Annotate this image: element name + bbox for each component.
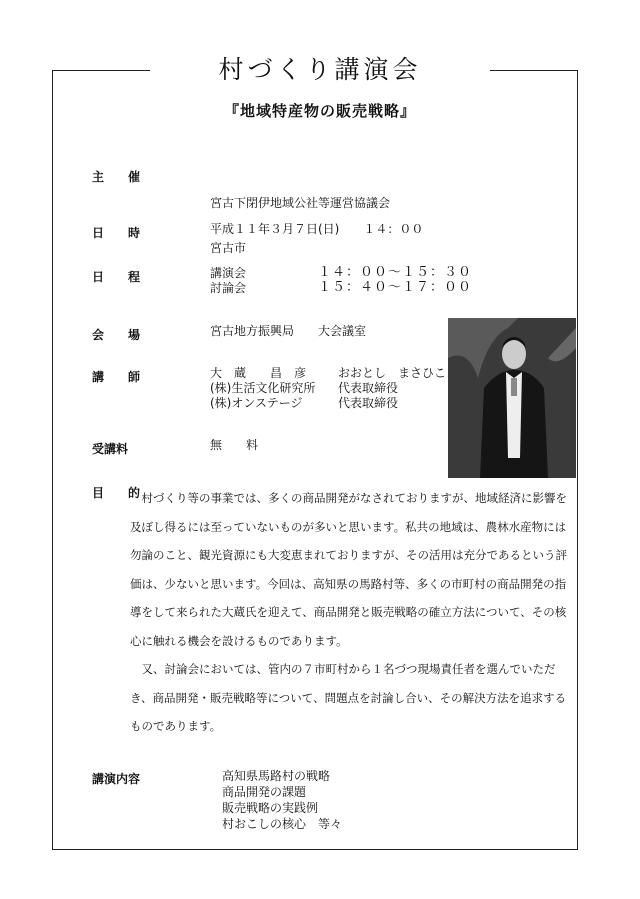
topics-label: 講演内容 (92, 772, 141, 786)
page-title: 村づくり講演会 (150, 50, 490, 90)
topic-item: 村おこしの核心 等々 (222, 817, 343, 831)
purpose-paragraph: 村づくり等の事業では、多くの商品開発がなされておりますが、地域経済に影響を及ぼし得るには至っていないものが多いと思います。私共の地域は、農林水産物には勿論のこと、観光資源にも大変恵まれておりますが、その活用は充分であるという評価は、少ないと思います。今回は、高知県の馬路村等、多くの市町村の商品開発の指導をして来られた大蔵氏を迎えて、商品開発と販売戦略の確立方法について、その核心に触れる機会を設けるものであります。 (130, 491, 567, 648)
subtitle: 『地域特産物の販売戦略』 (223, 102, 416, 120)
schedule-item-name: 講演会 (210, 266, 247, 280)
topic-item: 高知県馬路村の戦略 (222, 769, 331, 783)
datetime-label: 日 時 (92, 226, 141, 240)
lecturer-org: (株)生活文化研究所 (210, 381, 316, 395)
topic-item: 商品開発の課題 (222, 785, 307, 799)
schedule-label: 日 程 (92, 270, 141, 284)
lecturer-name: 大 蔵 昌 彦 (210, 366, 307, 380)
sponsor-label: 主 催 (92, 170, 141, 184)
venue-value: 宮古地方振興局 大会議室 (210, 324, 367, 338)
lecturer-reading: おおとし まさひこ (338, 366, 447, 380)
sponsor-line: 宮古下閉伊地域公社等運営協議会 (210, 196, 391, 210)
lecturer-photo (448, 318, 576, 478)
venue-label: 会 場 (92, 328, 141, 342)
datetime-value: 平成１１年３月７日(日) １４：００ (210, 222, 424, 236)
fee-value: 無 料 (210, 438, 259, 452)
lecturer-role: 代表取締役 (338, 381, 399, 395)
topics-list (222, 768, 342, 832)
purpose-text (130, 484, 575, 741)
lecturer-org: (株)オンステージ (210, 396, 303, 410)
purpose-paragraph: 又、討論会においては、管内の７市町村から１名づつ現場責任者を選んでいただき、商品開発・販売戦略等について、問題点を討論し合い、その解決方法を追求するものであります。 (130, 662, 567, 733)
schedule-item-time: １５：４０～１７：００ (318, 280, 473, 295)
purpose-label: 目 的 (92, 486, 141, 500)
person-silhouette-icon (448, 318, 576, 478)
sponsor-value (210, 166, 390, 271)
schedule-item-time: １４：００～１５：３０ (318, 265, 473, 280)
lecturer-label: 講 師 (92, 370, 141, 384)
topic-item: 販売戦略の実践例 (222, 801, 319, 815)
fee-label: 受講料 (92, 442, 129, 456)
sponsor-line: 宮古市 (210, 241, 247, 255)
lecturer-role: 代表取締役 (338, 396, 399, 410)
schedule-item-name: 討論会 (210, 281, 247, 295)
